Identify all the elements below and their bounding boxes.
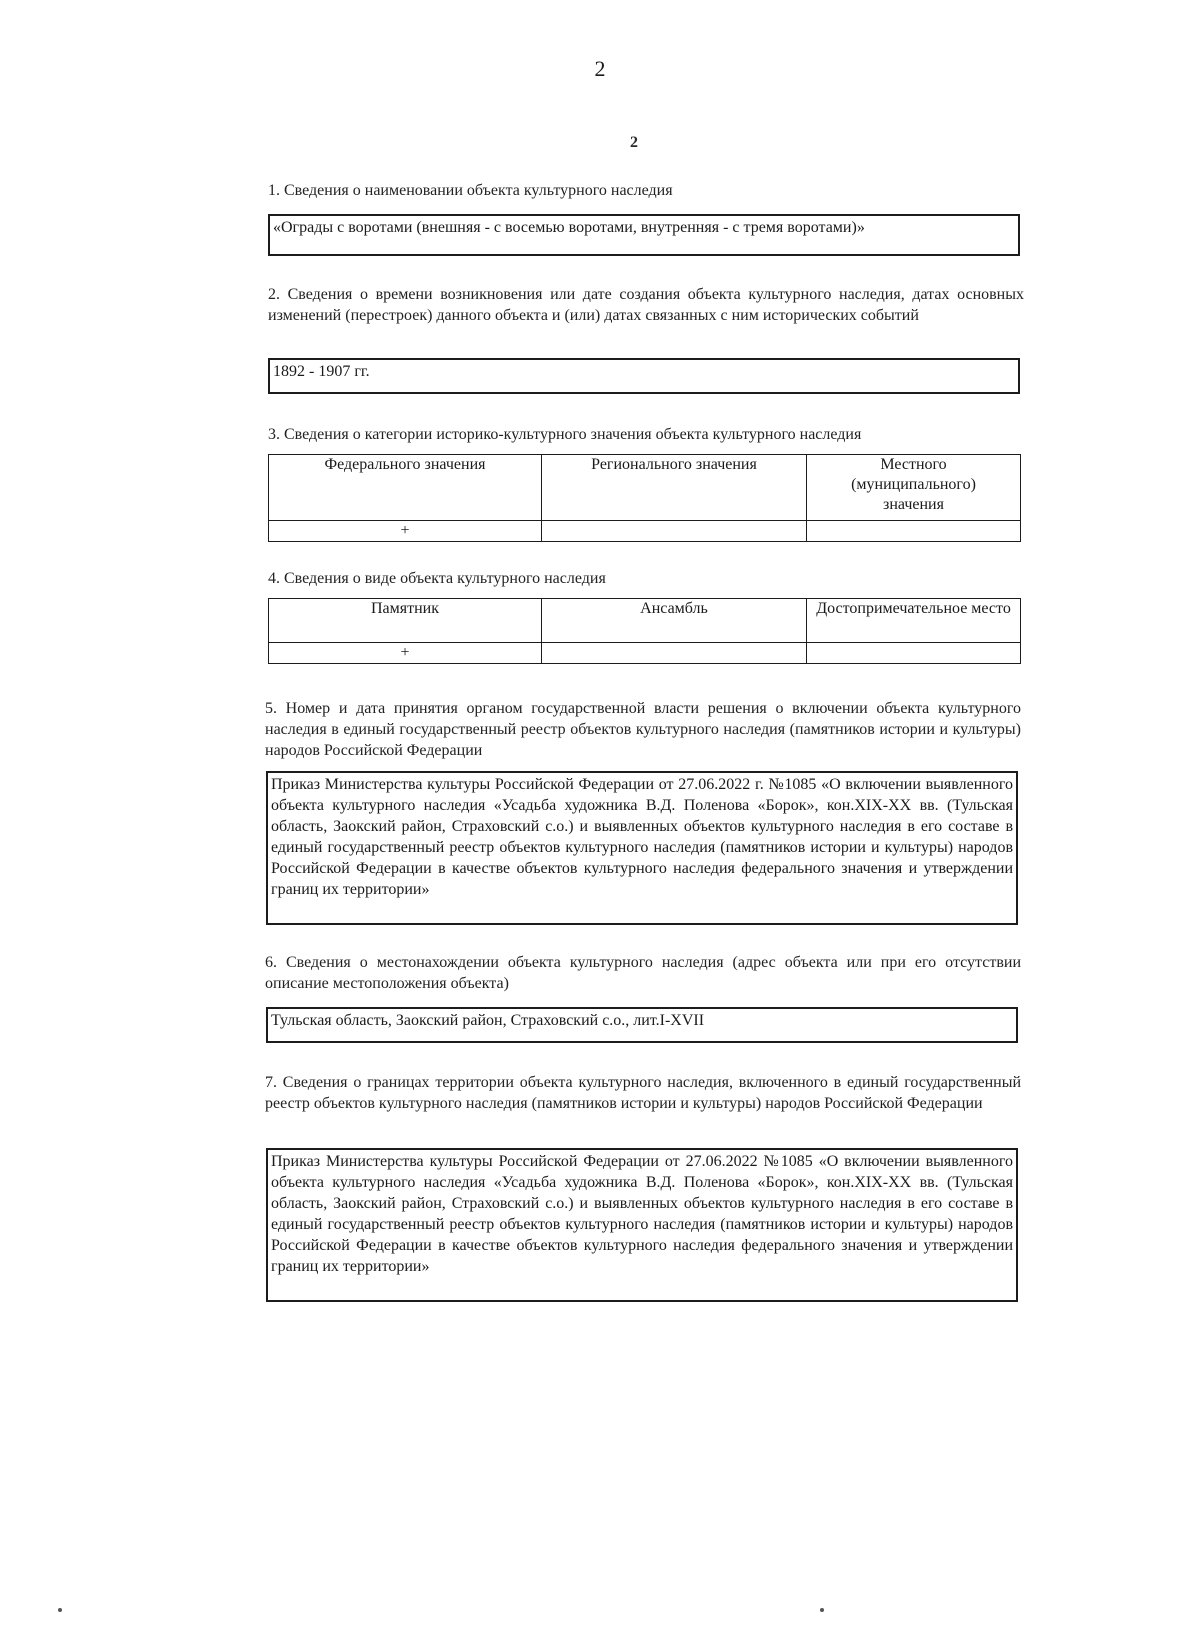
section-3-col-federal: Федерального значения [269,455,542,521]
section-4-header-row [269,599,1021,643]
section-4-mark-place [807,643,1021,664]
section-2-heading: 2. Сведения о времени возникновения или дате создания объекта культурного наследия, датах основных изменений (перестроек) данного объекта и (или) датах связанных с ним исторических событий [268,286,1024,324]
section-3-mark-row [269,521,1021,542]
section-4-mark-ensemble [542,643,807,664]
section-4-mark-row [269,643,1021,664]
section-3-mark-regional [542,521,807,542]
section-7-value-box [266,1148,1018,1302]
section-3-mark-local [807,521,1021,542]
section-2-value: 1892 - 1907 гг. [273,363,370,380]
scan-speck [820,1608,824,1612]
section-7-value: Приказ Министерства культуры Российской Федерации от 27.06.2022 №1085 «О включении выявленного объекта культурного наследия «Усадьба художника В.Д. Поленова «Борок», кон.XIX-XX вв. (Тульская область, Заокский район, Страховский с.о.) и выявленных объектов культурного наследия в его составе в единый государственный реестр объектов культурного наследия (памятников истории и культуры) народов Российской Федерации в качестве объектов культурного наследия федерального значения и утверждении границ их территории» [271,1153,1013,1275]
scan-speck [58,1608,62,1612]
section-3-heading: 3. Сведения о категории историко-культурного значения объекта культурного наследия [268,426,862,443]
section-1-heading: 1. Сведения о наименовании объекта культурного наследия [268,182,673,199]
section-6-heading: 6. Сведения о местонахождении объекта культурного наследия (адрес объекта или при его отсутствии описание местоположения объекта) [265,954,1021,992]
section-2-value-box [268,358,1020,394]
inner-page-number: 2 [630,134,638,151]
section-4-col-place: Достопримечательное место [807,599,1021,643]
section-5-value-box [266,771,1018,925]
section-7-heading: 7. Сведения о границах территории объекта культурного наследия, включенного в единый государственный реестр объектов культурного наследия (памятников истории и культуры) народов Российской Федерации [265,1074,1021,1112]
section-3-header-row [269,455,1021,521]
section-4-table [268,598,1021,664]
section-3-mark-federal: + [269,521,542,542]
section-4-mark-monument: + [269,643,542,664]
section-1-value-box [268,214,1020,256]
section-5-heading: 5. Номер и дата принятия органом государственной власти решения о включении объекта культурного наследия в единый государственный реестр объектов культурного наследия (памятников истории и культуры) народов Российской Федерации [265,700,1021,759]
page-number: 2 [594,56,606,81]
section-3-col-local: Местного (муниципального) значения [807,455,1021,521]
section-6-value-box [266,1007,1018,1043]
section-1-value: «Ограды с воротами (внешняя - с восемью воротами, внутренняя - с тремя воротами)» [273,219,865,236]
section-4-col-monument: Памятник [269,599,542,643]
section-4-col-ensemble: Ансамбль [542,599,807,643]
section-4-heading: 4. Сведения о виде объекта культурного наследия [268,570,606,587]
section-3-col-regional: Регионального значения [542,455,807,521]
section-5-value: Приказ Министерства культуры Российской Федерации от 27.06.2022 г. №1085 «О включении выявленного объекта культурного наследия «Усадьба художника В.Д. Поленова «Борок», кон.XIX-XX вв. (Тульская область, Заокский район, Страховский с.о.) и выявленных объектов культурного наследия в его составе в единый государственный реестр объектов культурного наследия (памятников истории и культуры) народов Российской Федерации в качестве объектов культурного наследия федерального значения и утверждении границ их территории» [271,776,1013,898]
section-6-value: Тульская область, Заокский район, Страховский с.о., лит.I-XVII [271,1012,705,1029]
section-3-table [268,454,1021,542]
